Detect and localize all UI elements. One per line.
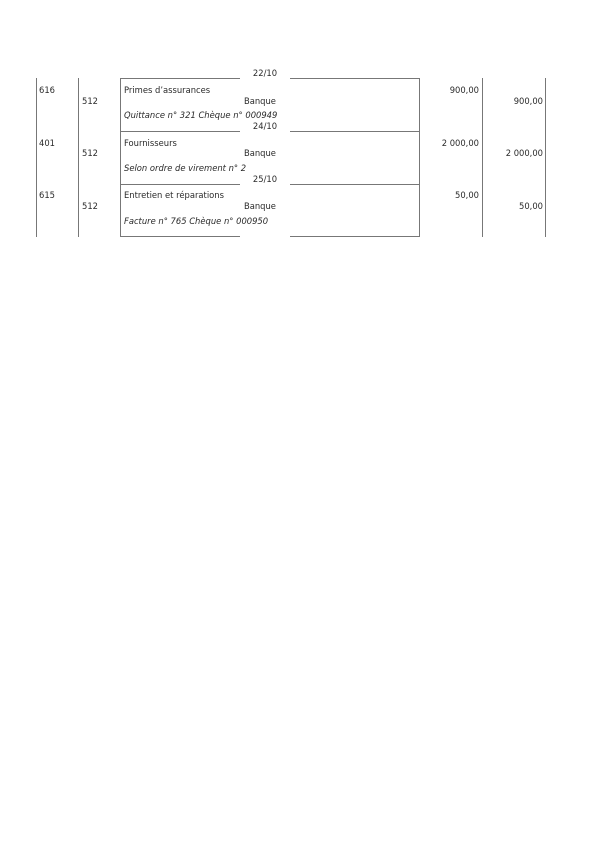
entry-date: 25/10 — [241, 174, 289, 184]
credit-account-label: Banque — [244, 148, 276, 158]
date-rule — [290, 131, 419, 132]
entry-reference: Quittance n° 321 Chèque n° 000949 — [124, 110, 278, 120]
debit-amount: 50,00 — [455, 190, 479, 200]
credit-amount: 900,00 — [513, 96, 543, 106]
credit-account-label: Banque — [244, 201, 276, 211]
date-rule — [120, 131, 240, 132]
debit-account-label: Fournisseurs — [124, 138, 177, 148]
credit-account-number: 512 — [82, 201, 98, 211]
column-rule-left — [36, 78, 37, 237]
closing-rule — [290, 236, 419, 237]
date-rule — [120, 78, 240, 79]
entry-reference: Facture n° 765 Chèque n° 000950 — [124, 216, 269, 226]
debit-account-number: 401 — [39, 138, 55, 148]
debit-amount: 900,00 — [449, 85, 479, 95]
column-rule-right — [545, 78, 546, 237]
debit-account-number: 616 — [39, 85, 55, 95]
credit-amount: 50,00 — [519, 201, 543, 211]
date-rule — [290, 78, 419, 79]
column-rule-debit-account — [78, 78, 79, 237]
date-rule — [120, 184, 240, 185]
debit-account-number: 615 — [39, 190, 55, 200]
entry-date: 22/10 — [241, 68, 289, 78]
entry-reference: Selon ordre de virement n° 2 — [124, 163, 247, 173]
debit-account-label: Primes d’assurances — [124, 85, 211, 95]
credit-account-number: 512 — [82, 96, 98, 106]
entry-date: 24/10 — [241, 121, 289, 131]
credit-amount: 2 000,00 — [505, 148, 543, 158]
closing-rule — [120, 236, 240, 237]
date-rule — [290, 184, 419, 185]
debit-amount: 2 000,00 — [441, 138, 479, 148]
debit-account-label: Entretien et réparations — [124, 190, 224, 200]
credit-account-number: 512 — [82, 148, 98, 158]
credit-account-label: Banque — [244, 96, 276, 106]
